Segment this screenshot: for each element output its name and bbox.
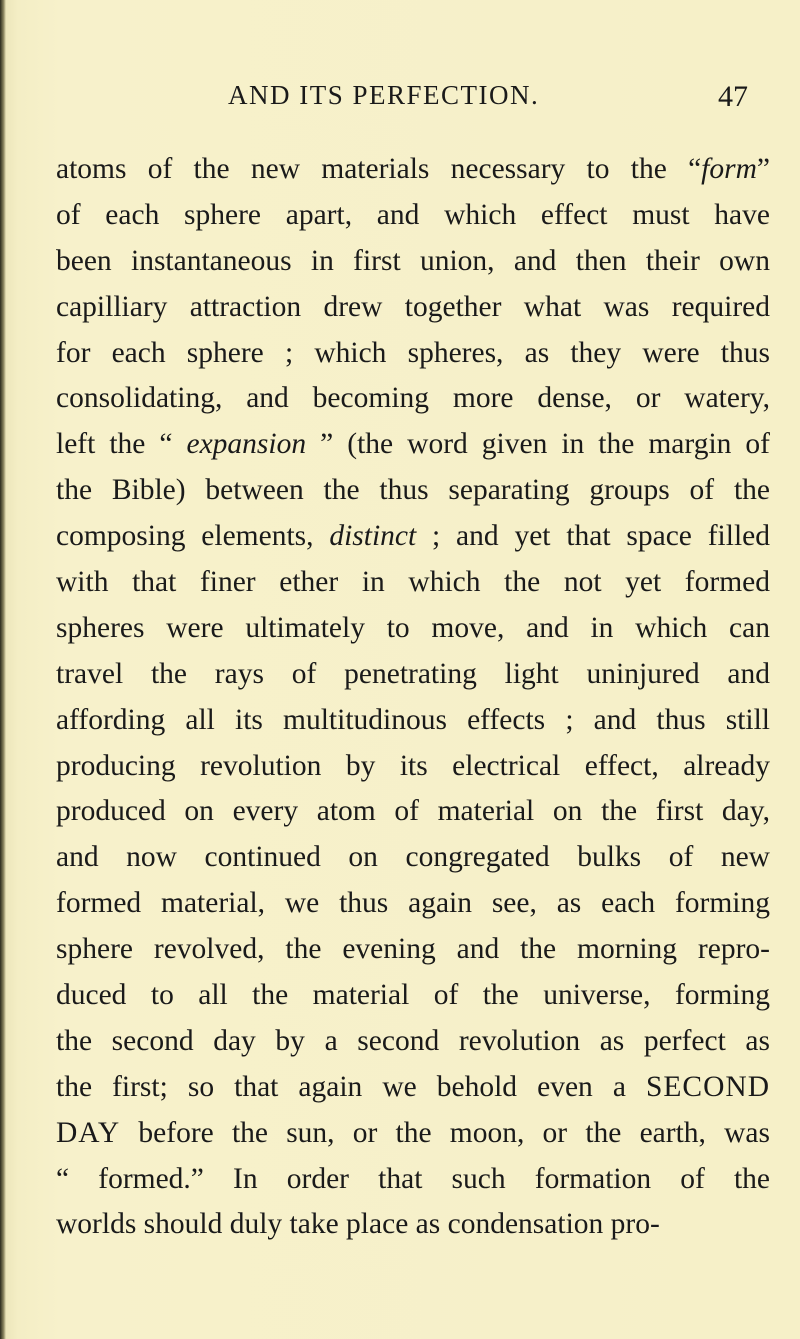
text-line: producing revolution by its electrical effect, already — [56, 749, 770, 782]
small-caps: DAY — [56, 1116, 121, 1149]
text-line: sphere revolved, the evening and the morning repro- — [56, 933, 770, 966]
text-line: “ formed.” In order that such formation of the — [56, 1162, 770, 1195]
page-gutter-shadow — [0, 0, 6, 1339]
text-line: atoms of the new materials necessary to the “form” — [56, 153, 770, 185]
text-line: been instantaneous in first union, and then their own — [56, 244, 770, 277]
text-line: left the “ expansion ” (the word given in the margin of — [56, 428, 770, 461]
text-line: composing elements, distinct ; and yet that space filled — [56, 520, 770, 553]
text-line: the second day by a second revolution as perfect as — [56, 1024, 770, 1057]
text-line: worlds should duly take place as condensation pro- — [56, 1208, 660, 1241]
text-line: of each sphere apart, and which effect must have — [56, 198, 770, 231]
running-title: AND ITS PERFECTION. — [228, 80, 540, 110]
text-line: spheres were ultimately to move, and in which can — [56, 611, 770, 644]
emphasis: distinct — [329, 520, 417, 553]
text-line: travel the rays of penetrating light uninjured and — [56, 657, 770, 690]
emphasis: expansion — [186, 428, 307, 461]
text-line: and now continued on congregated bulks of new — [56, 841, 770, 874]
text-line: consolidating, and becoming more dense, or watery, — [56, 382, 770, 415]
text-line: the first; so that again we behold even a SECOND — [56, 1070, 770, 1103]
body-text — [56, 147, 770, 1248]
emphasis: form — [701, 153, 757, 185]
text-line: produced on every atom of material on the first day, — [56, 795, 770, 828]
page-header — [0, 80, 800, 120]
page-number: 47 — [718, 80, 748, 113]
small-caps: SECOND — [645, 1070, 770, 1103]
text-line: for each sphere ; which spheres, as they were thus — [56, 336, 770, 369]
text-line: formed material, we thus again see, as each forming — [56, 887, 770, 920]
text-line: with that finer ether in which the not yet formed — [56, 566, 770, 599]
text-line: duced to all the material of the universe, forming — [56, 979, 770, 1012]
text-line: affording all its multitudinous effects ; and thus still — [56, 703, 770, 736]
text-line: DAY before the sun, or the moon, or the earth, was — [56, 1116, 770, 1149]
text-line: the Bible) between the thus separating groups of the — [56, 474, 770, 507]
text-line: capilliary attraction drew together what was required — [56, 290, 770, 323]
